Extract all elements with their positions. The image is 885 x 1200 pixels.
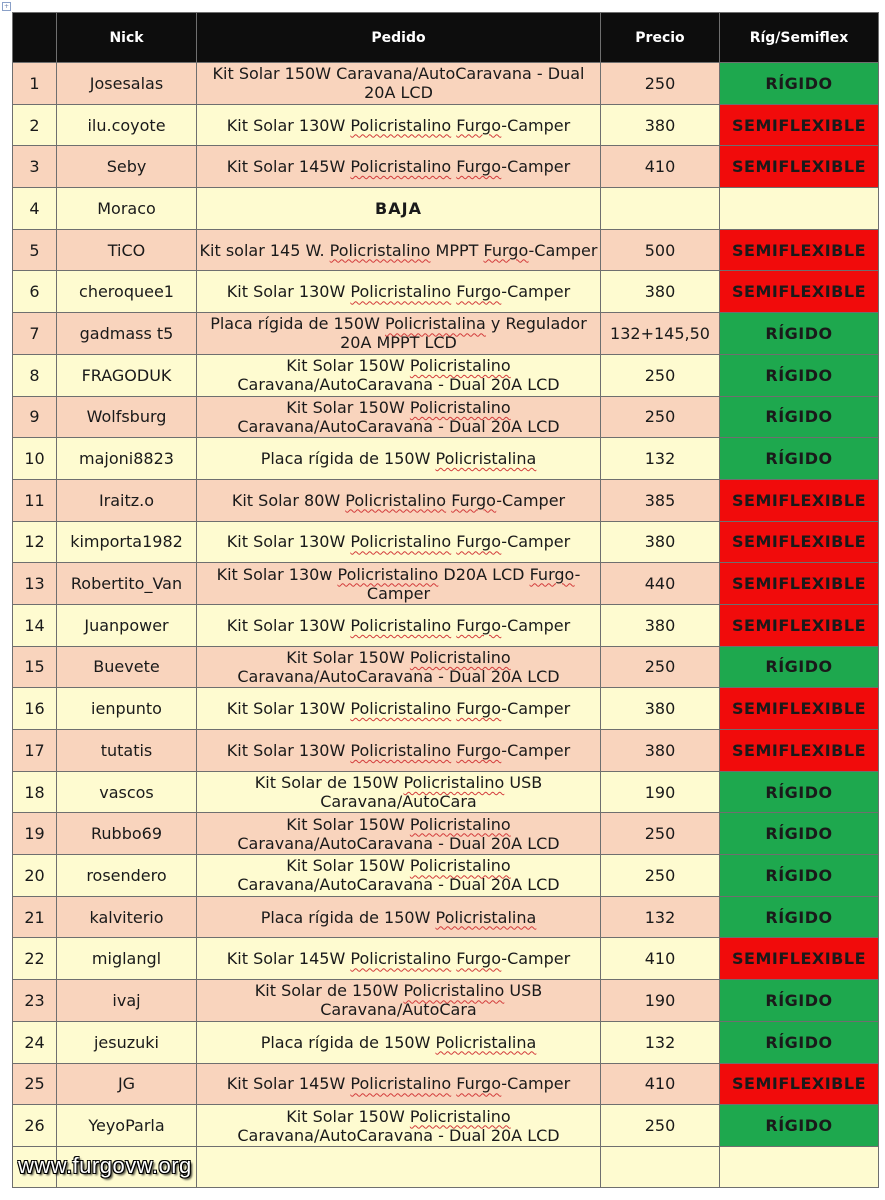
table-body — [13, 63, 879, 1147]
spellcheck-word: Policristalino — [350, 699, 452, 719]
header-num — [13, 13, 57, 63]
row-tipo: SEMIFLEXIBLE — [720, 604, 879, 646]
row-nick: Iraitz.o — [57, 479, 197, 521]
row-number: 18 — [13, 771, 57, 813]
table-row — [13, 229, 879, 271]
row-pedido: Kit Solar 150W Caravana/AutoCaravana - Dual 20A LCD — [197, 63, 601, 105]
spellcheck-word: Policristalino — [350, 740, 452, 760]
row-number: 10 — [13, 438, 57, 480]
row-precio: 410 — [601, 1063, 720, 1105]
row-tipo: RÍGIDO — [720, 354, 879, 396]
row-nick: JG — [57, 1063, 197, 1105]
row-tipo: SEMIFLEXIBLE — [720, 146, 879, 188]
row-nick: Wolfsburg — [57, 396, 197, 438]
row-precio: 250 — [601, 646, 720, 688]
table-row — [13, 604, 879, 646]
row-tipo: RÍGIDO — [720, 396, 879, 438]
row-pedido: Kit Solar 130W Policristalino Furgo-Camper — [197, 271, 601, 313]
spellcheck-word: Policristalino — [350, 615, 452, 635]
row-number: 19 — [13, 813, 57, 855]
spellcheck-word: Policristalina — [435, 907, 537, 927]
spellcheck-word: Furgo — [456, 949, 502, 969]
row-nick: kalviterio — [57, 896, 197, 938]
spellcheck-word: Policristalino — [329, 240, 431, 260]
footer-cell — [720, 1146, 879, 1187]
spellcheck-word: Policristalino — [409, 356, 511, 376]
row-tipo: RÍGIDO — [720, 438, 879, 480]
row-number: 21 — [13, 896, 57, 938]
row-number: 14 — [13, 604, 57, 646]
table-row — [13, 521, 879, 563]
row-pedido: BAJA — [197, 188, 601, 230]
spellcheck-word: Policristalina — [435, 1032, 537, 1052]
row-nick: cheroquee1 — [57, 271, 197, 313]
row-precio: 380 — [601, 271, 720, 313]
row-pedido: Placa rígida de 150W Policristalina — [197, 896, 601, 938]
table-row — [13, 146, 879, 188]
row-pedido: Kit Solar 150W Policristalino Caravana/AutoCaravana - Dual 20A LCD — [197, 354, 601, 396]
row-precio: 380 — [601, 604, 720, 646]
row-tipo: SEMIFLEXIBLE — [720, 104, 879, 146]
row-pedido: Kit solar 145 W. Policristalino MPPT Furgo-Camper — [197, 229, 601, 271]
row-pedido: Kit Solar 130W Policristalino Furgo-Camper — [197, 604, 601, 646]
spellcheck-word: Furgo — [456, 157, 502, 177]
expand-handle-icon[interactable]: + — [3, 3, 10, 10]
row-nick: ienpunto — [57, 688, 197, 730]
spellcheck-word: Furgo — [456, 532, 502, 552]
row-pedido: Kit Solar de 150W Policristalino USB Caravana/AutoCara — [197, 980, 601, 1022]
table-row — [13, 1063, 879, 1105]
spellcheck-word: Furgo — [483, 240, 529, 260]
table-row — [13, 354, 879, 396]
row-precio: 385 — [601, 479, 720, 521]
table-row — [13, 63, 879, 105]
row-pedido: Kit Solar 130w Policristalino D20A LCD Furgo-Camper — [197, 563, 601, 605]
table-row — [13, 646, 879, 688]
row-tipo: RÍGIDO — [720, 813, 879, 855]
row-number: 9 — [13, 396, 57, 438]
table-row — [13, 313, 879, 355]
row-pedido: Kit Solar 150W Policristalino Caravana/AutoCaravana - Dual 20A LCD — [197, 813, 601, 855]
row-nick: miglangl — [57, 938, 197, 980]
row-nick: vascos — [57, 771, 197, 813]
row-precio: 380 — [601, 730, 720, 772]
footer-cell — [197, 1146, 601, 1187]
table-row — [13, 479, 879, 521]
row-number: 17 — [13, 730, 57, 772]
row-nick: FRAGODUK — [57, 354, 197, 396]
row-nick: Juanpower — [57, 604, 197, 646]
row-tipo: RÍGIDO — [720, 63, 879, 105]
spellcheck-word: Policristalino — [350, 115, 452, 135]
row-precio: 250 — [601, 813, 720, 855]
table-row — [13, 563, 879, 605]
orders-table — [12, 12, 879, 1188]
row-precio: 410 — [601, 146, 720, 188]
row-nick: jesuzuki — [57, 1021, 197, 1063]
row-precio — [601, 188, 720, 230]
row-pedido: Kit Solar 130W Policristalino Furgo-Camper — [197, 688, 601, 730]
spellcheck-word: Policristalino — [345, 490, 447, 510]
spellcheck-word: Policristalino — [409, 814, 511, 834]
row-pedido: Kit Solar 150W Policristalino Caravana/AutoCaravana - Dual 20A LCD — [197, 396, 601, 438]
row-number: 15 — [13, 646, 57, 688]
row-tipo: RÍGIDO — [720, 646, 879, 688]
row-tipo: SEMIFLEXIBLE — [720, 730, 879, 772]
row-tipo — [720, 188, 879, 230]
row-pedido: Kit Solar de 150W Policristalino USB Caravana/AutoCara — [197, 771, 601, 813]
row-precio: 132 — [601, 438, 720, 480]
row-precio: 250 — [601, 855, 720, 897]
row-number: 8 — [13, 354, 57, 396]
row-precio: 132+145,50 — [601, 313, 720, 355]
table-row — [13, 855, 879, 897]
row-number: 20 — [13, 855, 57, 897]
spellcheck-word: Policristalino — [350, 1074, 452, 1094]
spellcheck-word: Policristalina — [385, 314, 486, 334]
row-precio: 250 — [601, 354, 720, 396]
row-pedido: Placa rígida de 150W Policristalina y Regulador 20A MPPT LCD — [197, 313, 601, 355]
spellcheck-word: Policristalino — [350, 282, 452, 302]
row-pedido: Kit Solar 130W Policristalino Furgo-Camper — [197, 730, 601, 772]
row-number: 1 — [13, 63, 57, 105]
row-tipo: RÍGIDO — [720, 313, 879, 355]
row-number: 3 — [13, 146, 57, 188]
row-nick: Rubbo69 — [57, 813, 197, 855]
row-number: 24 — [13, 1021, 57, 1063]
row-number: 16 — [13, 688, 57, 730]
table-row — [13, 396, 879, 438]
footer-cell — [601, 1146, 720, 1187]
spellcheck-word: Policristalino — [409, 397, 511, 417]
row-tipo: SEMIFLEXIBLE — [720, 271, 879, 313]
row-number: 26 — [13, 1105, 57, 1147]
spellcheck-word: Policristalino — [403, 981, 505, 1001]
row-number: 5 — [13, 229, 57, 271]
row-tipo: SEMIFLEXIBLE — [720, 563, 879, 605]
row-precio: 380 — [601, 521, 720, 563]
row-precio: 250 — [601, 396, 720, 438]
spellcheck-word: Policristalino — [350, 949, 452, 969]
spellcheck-word: Policristalina — [435, 449, 537, 469]
row-number: 4 — [13, 188, 57, 230]
header-tipo: Ríg/Semiflex — [720, 13, 879, 63]
row-precio: 132 — [601, 896, 720, 938]
row-tipo: RÍGIDO — [720, 771, 879, 813]
row-precio: 190 — [601, 771, 720, 813]
spellcheck-word: Policristalino — [403, 773, 505, 793]
row-tipo: SEMIFLEXIBLE — [720, 688, 879, 730]
row-tipo: RÍGIDO — [720, 855, 879, 897]
row-tipo: RÍGIDO — [720, 1021, 879, 1063]
spellcheck-word: Policristalino — [337, 564, 439, 584]
row-tipo: SEMIFLEXIBLE — [720, 521, 879, 563]
table-row — [13, 688, 879, 730]
row-number: 13 — [13, 563, 57, 605]
spellcheck-word: Policristalino — [409, 856, 511, 876]
row-pedido: Kit Solar 150W Policristalino Caravana/AutoCaravana - Dual 20A LCD — [197, 646, 601, 688]
row-number: 12 — [13, 521, 57, 563]
row-pedido: Kit Solar 150W Policristalino Caravana/AutoCaravana - Dual 20A LCD — [197, 1105, 601, 1147]
row-tipo: SEMIFLEXIBLE — [720, 229, 879, 271]
row-nick: Seby — [57, 146, 197, 188]
row-nick: ivaj — [57, 980, 197, 1022]
spellcheck-word: Policristalino — [350, 157, 452, 177]
row-nick: majoni8823 — [57, 438, 197, 480]
row-tipo: SEMIFLEXIBLE — [720, 938, 879, 980]
row-number: 11 — [13, 479, 57, 521]
row-precio: 500 — [601, 229, 720, 271]
row-tipo: SEMIFLEXIBLE — [720, 479, 879, 521]
row-precio: 132 — [601, 1021, 720, 1063]
header-precio: Precio — [601, 13, 720, 63]
row-nick: Buevete — [57, 646, 197, 688]
row-pedido: Kit Solar 145W Policristalino Furgo-Camper — [197, 1063, 601, 1105]
row-pedido: Kit Solar 130W Policristalino Furgo-Camper — [197, 104, 601, 146]
table-row — [13, 730, 879, 772]
row-tipo: RÍGIDO — [720, 1105, 879, 1147]
table-row — [13, 438, 879, 480]
row-pedido: Kit Solar 145W Policristalino Furgo-Camper — [197, 146, 601, 188]
spellcheck-word: Furgo — [456, 615, 502, 635]
row-number: 23 — [13, 980, 57, 1022]
row-tipo: SEMIFLEXIBLE — [720, 1063, 879, 1105]
row-number: 6 — [13, 271, 57, 313]
spellcheck-word: Furgo — [456, 115, 502, 135]
table-row — [13, 1021, 879, 1063]
row-pedido: Placa rígida de 150W Policristalina — [197, 1021, 601, 1063]
row-nick: kimporta1982 — [57, 521, 197, 563]
row-nick: Robertito_Van — [57, 563, 197, 605]
row-precio: 250 — [601, 1105, 720, 1147]
spellcheck-word: Furgo — [456, 282, 502, 302]
row-nick: ilu.coyote — [57, 104, 197, 146]
table-row — [13, 896, 879, 938]
row-number: 7 — [13, 313, 57, 355]
row-pedido: Kit Solar 150W Policristalino Caravana/AutoCaravana - Dual 20A LCD — [197, 855, 601, 897]
table-row — [13, 813, 879, 855]
row-number: 22 — [13, 938, 57, 980]
row-nick: TiCO — [57, 229, 197, 271]
table-row — [13, 1105, 879, 1147]
row-precio: 440 — [601, 563, 720, 605]
row-number: 25 — [13, 1063, 57, 1105]
row-pedido: Placa rígida de 150W Policristalina — [197, 438, 601, 480]
table-row — [13, 271, 879, 313]
spellcheck-word: Furgo — [451, 490, 497, 510]
row-number: 2 — [13, 104, 57, 146]
row-nick: tutatis — [57, 730, 197, 772]
site-watermark: www.furgovw.org — [18, 1153, 192, 1178]
row-nick: Josesalas — [57, 63, 197, 105]
header-row — [13, 13, 879, 63]
table-row — [13, 980, 879, 1022]
header-pedido: Pedido — [197, 13, 601, 63]
row-pedido: Kit Solar 80W Policristalino Furgo-Camper — [197, 479, 601, 521]
table-row — [13, 104, 879, 146]
spellcheck-word: Furgo — [456, 1074, 502, 1094]
table-row — [13, 771, 879, 813]
row-precio: 380 — [601, 688, 720, 730]
row-precio: 250 — [601, 63, 720, 105]
spellcheck-word: Furgo — [456, 699, 502, 719]
spellcheck-word: Furgo — [529, 564, 575, 584]
table-row — [13, 188, 879, 230]
spellcheck-word: Policristalino — [409, 647, 511, 667]
row-tipo: RÍGIDO — [720, 896, 879, 938]
row-nick: rosendero — [57, 855, 197, 897]
row-precio: 190 — [601, 980, 720, 1022]
spellcheck-word: Furgo — [456, 740, 502, 760]
spellcheck-word: Policristalino — [350, 532, 452, 552]
row-pedido: Kit Solar 130W Policristalino Furgo-Camper — [197, 521, 601, 563]
header-nick: Nick — [57, 13, 197, 63]
row-tipo: RÍGIDO — [720, 980, 879, 1022]
row-precio: 380 — [601, 104, 720, 146]
row-precio: 410 — [601, 938, 720, 980]
row-nick: YeyoParla — [57, 1105, 197, 1147]
row-pedido: Kit Solar 145W Policristalino Furgo-Camper — [197, 938, 601, 980]
row-nick: Moraco — [57, 188, 197, 230]
spellcheck-word: Policristalino — [409, 1106, 511, 1126]
row-nick: gadmass t5 — [57, 313, 197, 355]
table-row — [13, 938, 879, 980]
